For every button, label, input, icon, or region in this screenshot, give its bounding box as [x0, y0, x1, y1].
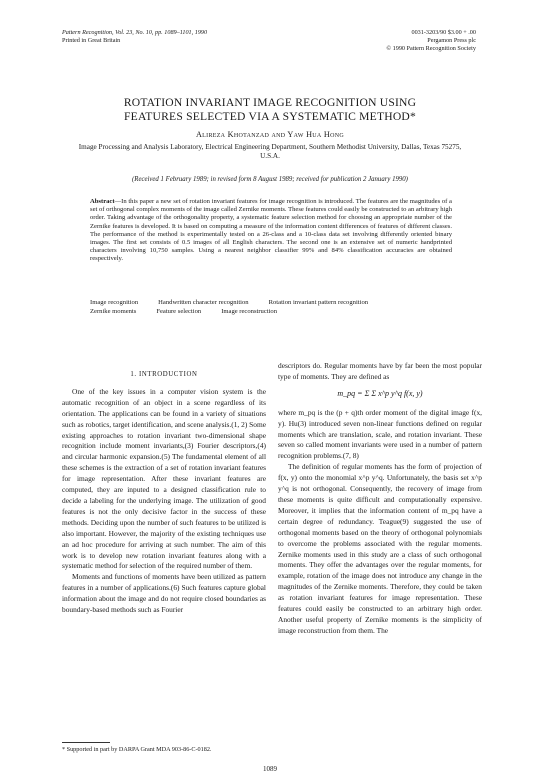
footnote-rule: [62, 742, 110, 743]
body-paragraph: The definition of regular moments has the form of projection of f(x, y) onto the monomial x^p y^q. Unfortunately, the basis set x^p y^q is not orthogonal. Consequently, the recovery of image from these moments is quite difficult and computationally expensive. Moreover, it implies that the information content of m_pq have a certain degree of redundancy. Teague(9) suggested the use of orthogonal moments based on the theory of orthogonal polynomials to overcome the problems associated with the regular moments. Zernike moments used in this study are a class of such orthogonal moments. They offer the advantages over the regular moments, for example, rotation of the image does not introduce any change in the magnitudes of the Zernike moments. Therefore, they could be taken as rotation invariant features for image representation. These features could easily be constructed to an arbitrary high order. Another useful property of Zernike moments is the simplicity of image reconstruction from them. The: [278, 462, 482, 635]
paper-title: [40, 96, 500, 124]
keywords: [90, 298, 452, 316]
affiliation: Image Processing and Analysis Laboratory, Electrical Engineering Department, Southern Methodist University, Dallas, Texas 75275, U.S.A.: [78, 143, 462, 160]
keyword: Feature selection: [156, 308, 202, 315]
moment-equation: m_pq = Σ Σ x^p y^q f(x, y): [337, 388, 423, 398]
journal-citation: Pattern Recognition, Vol. 23, No. 10, pp. 1089–1101, 1990: [62, 29, 208, 36]
page-number: 1089: [263, 765, 277, 773]
keyword: Rotation invariant pattern recognition: [268, 299, 369, 306]
abstract: [90, 198, 452, 264]
footnote: * Supported in part by DARPA Grant MDA 903-86-C-0182.: [62, 746, 212, 753]
keyword: Handwritten character recognition: [158, 299, 249, 306]
keyword-row-2: [90, 307, 452, 316]
abstract-lead: Abstract: [90, 198, 115, 205]
section-heading: 1. INTRODUCTION: [130, 371, 198, 378]
abstract-text: —In this paper a new set of rotation invariant features for image recognition is introduced. The features are the magnitudes of a set of orthogonal complex moments of the image called Zernike moments. These features could easily be constructed to an arbitrary high order. Taking advantage of the orthogonality property, a systematic feature selection method for choosing an appropriate number of the Zernike features is developed. It is based on computing a measure of the information content differences of features of different classes. The performance of the method is experimentally tested on a 26-class and a 10-class data set involving differently oriented binary images. The first set consists of 0.5 images of all English characters. The second one is an extensive set of numeric handprinted characters involving 10,750 samples. Using a nearest neighbor classifier 99% and 84% classification accuracies are obtained respectively.: [90, 198, 452, 263]
title-line-1: ROTATION INVARIANT IMAGE RECOGNITION USING: [123, 96, 417, 109]
keyword: Image recognition: [90, 299, 139, 306]
keyword-row-1: [90, 298, 452, 307]
title-line-2: FEATURES SELECTED VIA A SYSTEMATIC METHOD*: [124, 110, 416, 123]
copyright: © 1990 Pattern Recognition Society: [386, 45, 476, 52]
journal-header-right: [386, 29, 476, 53]
received-dates: (Received 1 February 1989; in revised form 8 August 1989; received for publication 2 January 1990): [132, 176, 408, 183]
body-paragraph: Moments and functions of moments have been utilized as pattern features in a number of applications.(6) Such features capture global information about the image and do not require closed boundaries as boundary-based methods such as Fourier: [62, 572, 266, 615]
authors: Alireza Khotanzad and Yaw Hua Hong: [195, 130, 345, 139]
publisher: Pergamon Press plc: [427, 37, 476, 44]
body-paragraph: One of the key issues in a computer vision system is the automatic recognition of an object in a scene regardless of its orientation. The applications can be found in a variety of situations such as robotics, target identification, and scene analysis.(1, 2) Some existing approaches to rotation invariant two-dimensional shape recognition include moment invariants,(3) Fourier descriptors,(4) and circular harmonic expansion.(5) The fundamental element of all these schemes is the extraction of a set of rotation invariant features for image representation. After these invariant features are computed, they are inputed to a designed classification rule to decide a labeling for the underlying image. The utilization of good features is not the only decisive factor in the success of these methods. Deciding upon the number of such features to be utilized is also important. However, the majority of the existing techniques use an ad hoc procedure for arriving at such number. The aim of this work is to develop new rotation invariant features along with a systematic method for selection of the required number of them.: [62, 386, 266, 571]
printed-in: Printed in Great Britain: [62, 37, 121, 44]
journal-header-left: [62, 29, 207, 45]
body-paragraph: where m_pq is the (p + q)th order moment of the digital image f(x, y). Hu(3) introduced seven non-linear functions defined on regular moments which are translation, scale, and rotation invariant. These seven so called moment invariants were used in a number of pattern recognition problems.(7, 8): [278, 407, 482, 461]
keyword: Zernike moments: [90, 308, 137, 315]
keyword: Image reconstruction: [221, 308, 278, 315]
left-column: [62, 370, 266, 616]
body-paragraph: descriptors do. Regular moments have by far been the most popular type of moments. They are defined as: [278, 361, 482, 381]
right-column: [278, 361, 482, 637]
issn-code: 0031-3203/90 $3.00 + .00: [411, 29, 476, 36]
